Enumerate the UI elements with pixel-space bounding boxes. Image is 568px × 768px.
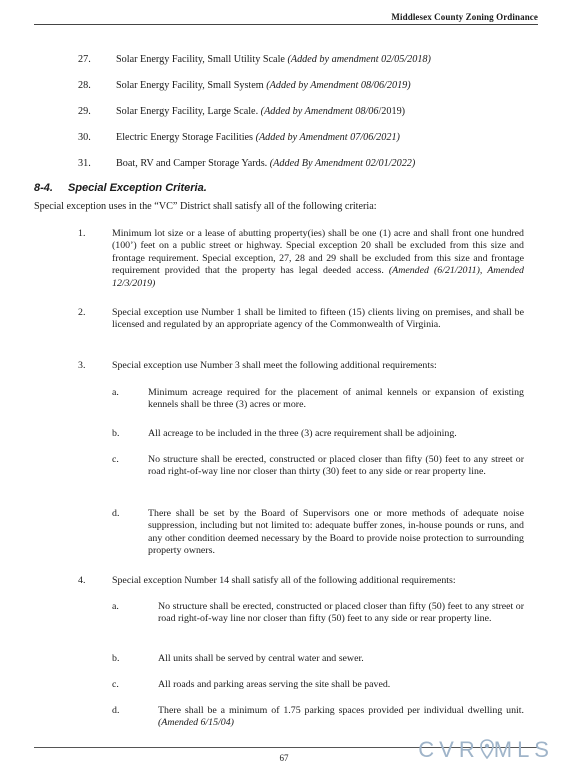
section-heading: [34, 182, 207, 194]
sub-text: There shall be set by the Board of Supervisors one or more methods of adequate noise suppression, including but not limited to: adequate buffer zones, in-house pounds or runs, and any other condition deemed necessary by the Board to provide noise protection to surrounding property owners.: [148, 508, 524, 557]
amendment-note: (Added by Amendment 07/06/2021): [255, 132, 400, 143]
amendment-note: (Amended (6/21/2011), Amended 12/3/2019): [112, 265, 524, 289]
amendment-note: (Amended 6/15/04): [158, 717, 234, 729]
sub-text: No structure shall be erected, constructed or placed closer than fifty (50) feet to any street or road right-of-way line nor closer than fifty (50) feet to any side or rear property line.: [158, 601, 524, 625]
criterion-text: Special exception Number 14 shall satisfy all of the following additional requirements:: [112, 575, 456, 586]
watermark-text-start: CVR: [418, 737, 480, 762]
sub-letter: b.: [112, 428, 120, 439]
sub-text: Minimum acreage required for the placement of animal kennels or expansion of existing kennels shall be three (3) acres or more.: [148, 387, 524, 411]
use-number: 29.: [78, 106, 91, 117]
sub-text: All units shall be served by central water and sewer.: [158, 653, 364, 664]
use-item: [78, 132, 400, 143]
running-header: Middlesex County Zoning Ordinance: [391, 12, 538, 22]
amendment-note: (Added by Amendment 08/06: [260, 106, 379, 117]
amendment-note: (Added By Amendment 02/01/2022): [269, 158, 416, 169]
use-number: 28.: [78, 80, 91, 91]
amendment-note: (Added by amendment 02/05/2018): [287, 54, 431, 65]
sub-letter: a.: [112, 601, 119, 612]
section-intro: Special exception uses in the “VC” District shall satisfy all of the following criteria:: [34, 201, 377, 212]
use-item: [78, 80, 411, 91]
sub-letter: d.: [112, 508, 120, 519]
section-number: 8-4.: [34, 182, 53, 194]
criterion-text: Special exception use Number 3 shall meet the following additional requirements:: [112, 360, 437, 371]
criterion-text: [112, 228, 524, 290]
use-text: Boat, RV and Camper Storage Yards.: [116, 158, 270, 169]
amendment-note-tail: /2019): [378, 106, 406, 117]
use-text: Solar Energy Facility, Small Utility Scale: [116, 54, 288, 65]
sub-text: All roads and parking areas serving the site shall be paved.: [158, 679, 391, 690]
sub-letter: a.: [112, 387, 119, 398]
page-number: 67: [279, 753, 289, 763]
use-text: Solar Energy Facility, Small System: [116, 80, 267, 91]
criterion-number: 1.: [78, 228, 86, 239]
map-pin-icon: [480, 739, 494, 765]
use-item: [78, 54, 431, 65]
section-title: Special Exception Criteria.: [68, 182, 207, 194]
criterion-number: 3.: [78, 360, 86, 371]
sub-text: All acreage to be included in the three (3) acre requirement shall be adjoining.: [148, 428, 457, 439]
use-item: [78, 106, 405, 117]
cvrmls-watermark: [418, 737, 554, 765]
use-item: [78, 158, 415, 169]
use-number: 30.: [78, 132, 91, 143]
watermark-text-end: MLS: [493, 737, 554, 762]
criterion-number: 4.: [78, 575, 86, 586]
sub-text: No structure shall be erected, constructed or placed closer than fifty (50) feet to any street or road right-of-way line nor closer than thirty (30) feet to any side or rear property line.: [148, 454, 524, 478]
criterion-number: 2.: [78, 307, 86, 318]
use-number: 27.: [78, 54, 91, 65]
use-number: 31.: [78, 158, 91, 169]
use-text: Solar Energy Facility, Large Scale.: [116, 106, 261, 117]
sub-letter: d.: [112, 705, 120, 716]
sub-letter: c.: [112, 679, 119, 690]
criterion-body: Minimum lot size or a lease of abutting property(ies) shall be one (1) acre and shall front one hundred (100’) feet on a public street or highway. Special exception 20 shall be excluded from this size and frontage requirement. Special exception, 27, 28 and 29 shall be excluded from this size and frontage requirement provided that the property has legal deeded access.: [112, 228, 524, 277]
sub-letter: c.: [112, 454, 119, 465]
sub-body: There shall be a minimum of 1.75 parking spaces provided per individual dwelling unit.: [158, 705, 524, 716]
sub-letter: b.: [112, 653, 120, 664]
criterion-text: Special exception use Number 1 shall be limited to fifteen (15) clients living on premises, and shall be licensed and regulated by an appropriate agency of the Commonwealth of Virginia.: [112, 307, 524, 331]
use-text: Electric Energy Storage Facilities: [116, 132, 256, 143]
amendment-note: (Added by Amendment 08/06/2019): [266, 80, 411, 91]
header-rule: [34, 24, 538, 25]
sub-text: [158, 705, 524, 730]
